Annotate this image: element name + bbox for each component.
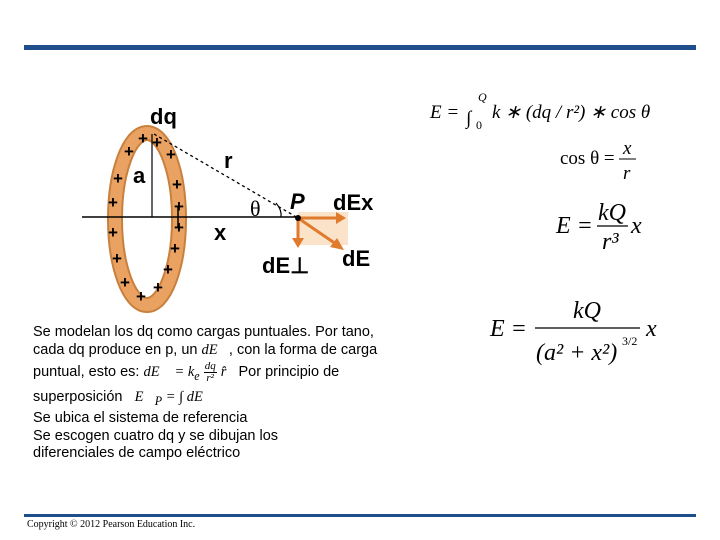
- charge-plus: +: [136, 287, 146, 306]
- equation-4: [489, 298, 657, 366]
- desc-line-4-rest: = ∫ dE⃗: [162, 388, 215, 405]
- charge-plus: +: [138, 129, 148, 148]
- label-dEx: dEx: [333, 190, 374, 215]
- desc-line-3-num: dq: [204, 359, 216, 372]
- label-P: P: [290, 189, 305, 214]
- charge-plus: +: [166, 145, 176, 164]
- desc-line-2b: , con la forma de carga: [228, 341, 378, 358]
- eq4-lhs: E =: [490, 316, 527, 342]
- desc-line-3b: Por principio de: [238, 364, 340, 380]
- charge-plus: +: [108, 193, 118, 212]
- label-dEperp: dE⊥: [262, 253, 310, 278]
- desc-line-4-sub: P: [154, 393, 163, 408]
- charge-plus: +: [152, 133, 162, 152]
- desc-line-1: Se modelan los dq como cargas puntuales. Por tano,: [33, 324, 374, 340]
- charge-plus: +: [124, 142, 134, 161]
- charge-plus: +: [170, 239, 180, 258]
- eq3-num: kQ: [598, 200, 626, 226]
- desc-line-4-eq: E⃗: [134, 388, 155, 405]
- eq3-tail: x: [631, 213, 642, 239]
- eq4-den-exp: 3/2: [622, 334, 638, 348]
- desc-line-5: Se ubica el sistema de referencia: [33, 410, 248, 427]
- equation-2: [560, 138, 636, 184]
- description-text: [33, 324, 433, 463]
- label-x: x: [214, 220, 227, 245]
- eq1-lhs: E =: [430, 102, 460, 123]
- eq1-lower: 0: [476, 118, 482, 132]
- charge-plus: +: [113, 169, 123, 188]
- label-dE: dE: [342, 246, 371, 271]
- desc-line-3-fraction: [204, 361, 217, 384]
- desc-line-3-lhs: dE⃗ = k: [143, 364, 195, 380]
- theta-arc: [276, 203, 281, 217]
- point-P: [295, 215, 301, 221]
- charge-plus: +: [108, 223, 118, 242]
- desc-line-3a: puntual, esto es:: [33, 364, 144, 380]
- desc-line-4a: superposición: [33, 388, 123, 405]
- eq4-tail: x: [646, 316, 657, 342]
- charge-plus: +: [174, 218, 184, 237]
- eq3-den: r³: [602, 229, 619, 255]
- label-r: r: [224, 148, 233, 173]
- eq1-upper: Q: [478, 90, 487, 104]
- desc-line-6: Se escogen cuatro dq y se dibujan los: [33, 427, 279, 444]
- charge-plus: +: [153, 278, 163, 297]
- desc-line-7: diferenciales de campo eléctrico: [33, 445, 241, 462]
- eq4-num: kQ: [573, 298, 601, 324]
- equation-1: [429, 90, 650, 132]
- rule-bottom: [24, 514, 696, 517]
- charge-plus: +: [120, 273, 130, 292]
- integral-sign-icon: ∫: [466, 108, 472, 129]
- eq2-num: x: [623, 138, 632, 159]
- desc-line-3-rhat: r̂: [220, 364, 227, 380]
- desc-line-2a: cada dq produce en p, un: [33, 341, 202, 358]
- label-dq: dq: [150, 104, 177, 129]
- eq2-lhs: cos θ =: [560, 148, 615, 169]
- charge-plus: +: [174, 197, 184, 216]
- eq1-body: k ∗ (dq / r²) ∗ cos θ: [492, 102, 651, 123]
- charge-plus: +: [112, 249, 122, 268]
- eq2-den: r: [623, 163, 631, 184]
- desc-line-4: [33, 389, 433, 410]
- desc-line-3-sub: e: [194, 368, 200, 383]
- eq4-den: (a² + x²): [536, 340, 618, 366]
- label-a: a: [133, 163, 146, 188]
- label-theta: θ: [250, 196, 261, 221]
- equation-3: [555, 200, 642, 255]
- desc-line-3: [33, 359, 433, 389]
- charge-plus: +: [163, 260, 173, 279]
- desc-dE-vector: dE⃗: [201, 341, 229, 358]
- eq3-lhs: E =: [556, 213, 593, 239]
- desc-line-2: [33, 342, 433, 360]
- charge-plus: +: [172, 175, 182, 194]
- desc-line-3-den: r²: [206, 371, 214, 384]
- copyright-notice: Copyright © 2012 Pearson Education Inc.: [27, 519, 196, 530]
